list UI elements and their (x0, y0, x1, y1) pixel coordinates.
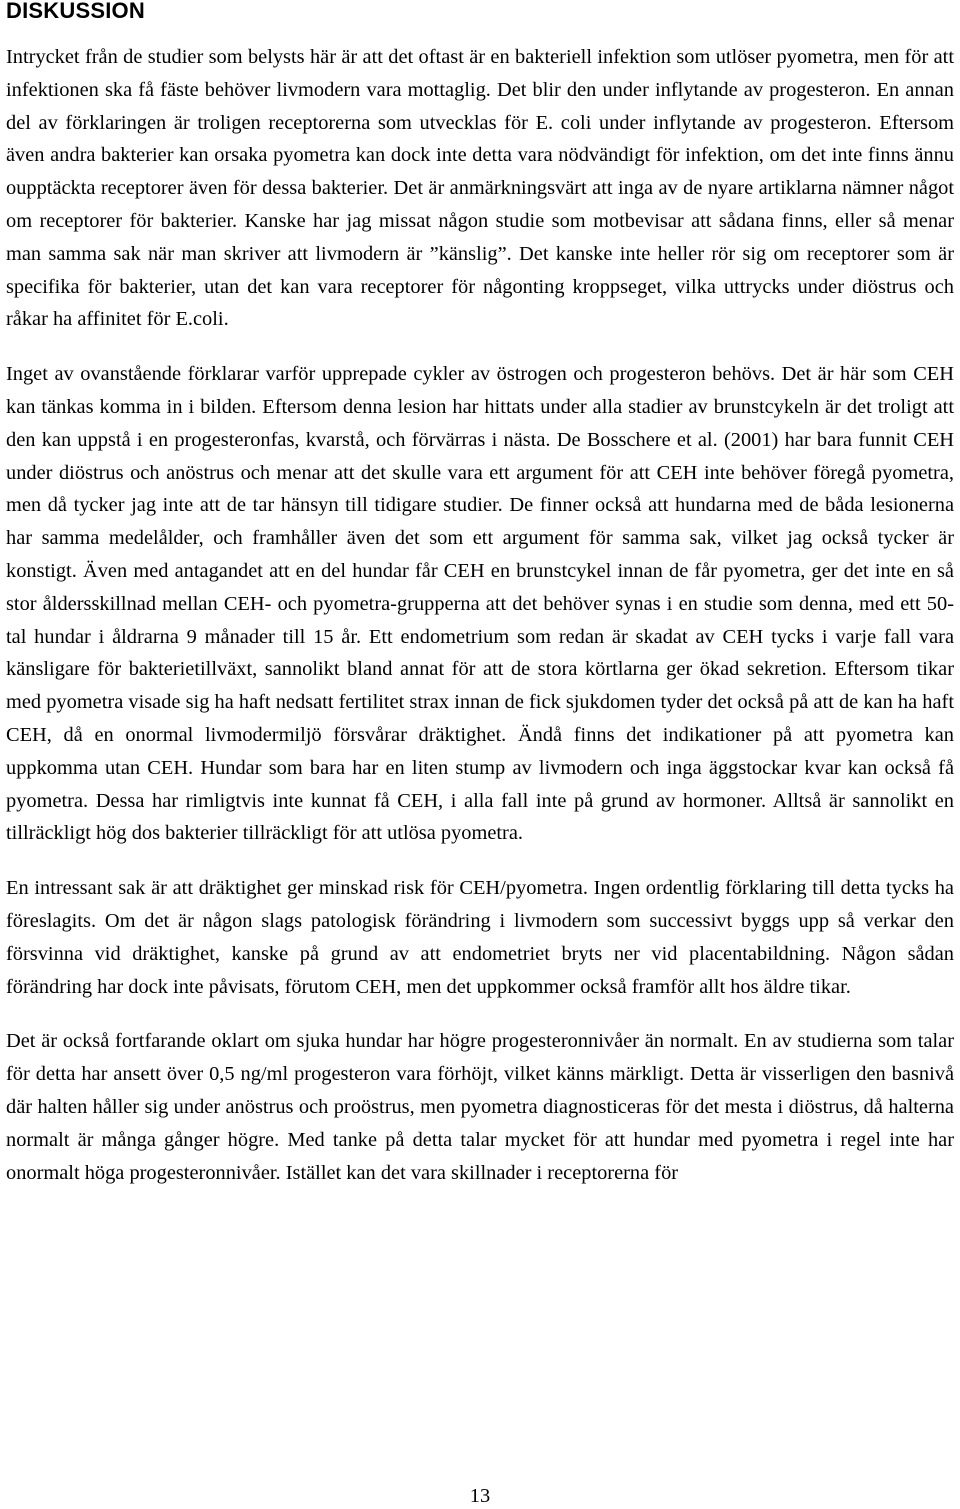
page-number: 13 (469, 1485, 491, 1507)
paragraph: Det är också fortfarande oklart om sjuka hundar har högre progesteronnivåer än normalt. En av studierna som talar för detta har ansett över 0,5 ng/ml progesteron vara förhöjt, vilket känns märkligt. Detta är visserligen den basnivå där halten håller sig under anöstrus och proöstrus, men pyometra diagnosticeras för det mesta i diöstrus, då halterna normalt är många gånger högre. Med tanke på detta talar mycket för att hundar med pyometra i regel inte har onormalt höga progesteronnivåer. Istället kan det vara skillnader i receptorerna för (6, 1030, 954, 1184)
section-heading: DISKUSSION (6, 0, 145, 23)
paragraph: Inget av ovanstående förklarar varför upprepade cykler av östrogen och progesteron behövs. Det är här som CEH kan tänkas komma in i bilden. Eftersom denna lesion har hittats under alla stadier av brunstcykeln är det troligt att den kan uppstå i en progesteronfas, kvarstå, och förvärras i nästa. De Bosschere et al. (2001) har bara funnit CEH under diöstrus och anöstrus och menar att det skulle vara ett argument för att CEH inte behöver föregå pyometra, men då tycker jag inte att de tar hänsyn till tidigare studier. De finner också att hundarna med de båda lesionerna har samma medelålder, och framhåller även det som ett argument för samma sak, vilket jag också tycker är konstigt. Även med antagandet att en del hundar får CEH en brunstcykel innan de får pyometra, ger det inte en så stor åldersskillnad mellan CEH- och pyometra-grupperna att det behöver synas i en studie som denna, med ett 50-tal hundar i åldrarna 9 månader till 15 år. Ett endometrium som redan är skadat av CEH tycks i varje fall vara känsligare för bakterietillväxt, sannolikt bland annat för att de stora körtlarna ger ökad sekretion. Eftersom tikar med pyometra visade sig ha haft nedsatt fertilitet strax innan de fick sjukdomen tyder det också på att de kan ha haft CEH, då en onormal livmodermiljö försvårar dräktighet. Ändå finns det indikationer på att pyometra kan uppkomma utan CEH. Hundar som bara har en liten stump av livmodern och inga äggstockar kvar kan också få pyometra. Dessa har rimligtvis inte kunnat få CEH, i alla fall inte på grund av hormoner. Alltså är sannolikt en tillräckligt hög dos bakterier tillräckligt för att utlösa pyometra. (6, 363, 954, 845)
paragraph: Intrycket från de studier som belysts här är att det oftast är en bakteriell infektion som utlöser pyometra, men för att infektionen ska få fäste behöver livmodern vara mottaglig. Det blir den under inflytande av progesteron. En annan del av förklaringen är troligen receptorerna som utvecklas för E. coli under inflytande av progesteron. Eftersom även andra bakterier kan orsaka pyometra kan dock inte detta vara nödvändigt för infektion, om det inte finns ännu oupptäckta receptorer även för dessa bakterier. Det är anmärkningsvärt att inga av de nyare artiklarna nämner något om receptorer för bakterier. Kanske har jag missat någon studie som motbevisar att sådana finns, eller så menar man samma sak när man skriver att livmodern är ”känslig”. Det kanske inte heller rör sig om receptorer som är specifika för bakterier, utan det kan vara receptorer för någonting kroppseget, vilka uttrycks under diöstrus och råkar ha affinitet för E.coli. (6, 46, 954, 331)
paragraph: En intressant sak är att dräktighet ger minskad risk för CEH/pyometra. Ingen ordentlig förklaring till detta tycks ha föreslagits. Om det är någon slags patologisk förändring i livmodern som successivt byggs upp så verkar den försvinna vid dräktighet, kanske på grund av att endometriet bryts ner vid placentabildning. Någon sådan förändring har dock inte påvisats, förutom CEH, men det uppkommer också framför allt hos äldre tikar. (6, 877, 954, 998)
